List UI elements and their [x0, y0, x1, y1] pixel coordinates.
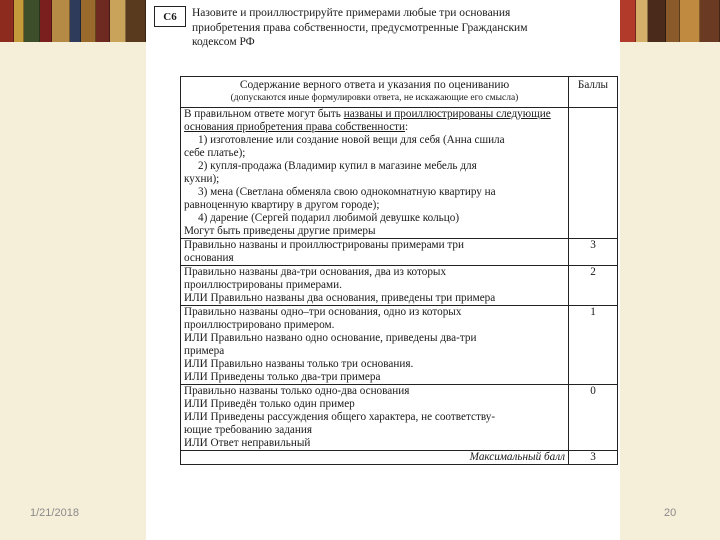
- criterion-line: Правильно названы одно–три основания, одно из которых: [184, 306, 462, 318]
- criterion-row: [181, 306, 618, 385]
- task-question: [192, 6, 618, 50]
- criterion-line: ИЛИ Правильно названо одно основание, приведены два-три: [184, 332, 477, 344]
- criterion-text: [181, 306, 569, 385]
- answer-score-cell: [569, 108, 618, 239]
- max-score-row: [181, 451, 618, 465]
- criterion-row: [181, 239, 618, 266]
- answer-item: 1) изготовление или создание новой вещи для себя (Анна сшила: [198, 134, 505, 146]
- answer-note: Могут быть приведены другие примеры: [184, 225, 376, 237]
- criterion-text: [181, 239, 569, 266]
- criterion-line: ИЛИ Приведены только два-три примера: [184, 371, 381, 383]
- criterion-line: Правильно названы два-три основания, два из которых: [184, 266, 447, 278]
- criterion-line: проиллюстрировано примером.: [184, 319, 335, 331]
- criterion-score: 3: [569, 239, 618, 266]
- answer-item: 4) дарение (Сергей подарил любимой девушке кольцо): [198, 212, 460, 224]
- answer-intro-end: :: [405, 121, 409, 133]
- answer-intro-underlined: названы и проиллюстрированы следующие основания приобретения права собственности: [184, 108, 551, 133]
- criterion-line: примера: [184, 345, 225, 357]
- criterion-text: [181, 385, 569, 451]
- question-line: Назовите и проиллюстрируйте примерами любые три основания: [192, 7, 511, 19]
- rubric-header-row: [181, 77, 618, 108]
- answer-item-continuation: себе платье);: [184, 147, 246, 159]
- criterion-text: [181, 266, 569, 306]
- task-code-box: С6: [154, 6, 186, 27]
- slide-date: 1/21/2018: [30, 507, 79, 519]
- answer-intro-text: В правильном ответе могут быть: [184, 108, 344, 120]
- max-score-label: Максимальный балл: [181, 451, 569, 465]
- criterion-line: Правильно названы и проиллюстрированы примерами три: [184, 239, 465, 251]
- criterion-line: основания: [184, 252, 234, 264]
- criterion-score: 1: [569, 306, 618, 385]
- answer-intro: [184, 108, 565, 134]
- criterion-score: 0: [569, 385, 618, 451]
- rubric-answer-row: [181, 108, 618, 239]
- question-line: приобретения права собственности, предусмотренные Гражданским: [192, 21, 528, 34]
- answer-item: 3) мена (Светлана обменяла свою однокомнатную квартиру на: [198, 186, 496, 198]
- criterion-line: ИЛИ Приведены рассуждения общего характера, не соответству-: [184, 411, 496, 423]
- criterion-row: [181, 266, 618, 306]
- answer-item-continuation: равноценную квартиру в другом городе);: [184, 199, 380, 211]
- criterion-score: 2: [569, 266, 618, 306]
- scanned-sheet: [146, 0, 620, 540]
- criterion-line: ИЛИ Ответ неправильный: [184, 437, 311, 449]
- score-column-header: Баллы: [569, 77, 618, 108]
- criterion-line: проиллюстрированы примерами.: [184, 279, 342, 291]
- criterion-line: ющие требованию задания: [184, 424, 312, 436]
- grading-rubric-table: [180, 76, 618, 465]
- criterion-line: ИЛИ Правильно названы два основания, приведены три примера: [184, 292, 496, 304]
- rubric-content-header: [181, 77, 569, 108]
- answer-item: 2) купля-продажа (Владимир купил в магазине мебель для: [198, 160, 477, 172]
- slide-page-number: 20: [664, 507, 677, 519]
- question-line: кодексом РФ: [192, 36, 255, 48]
- criterion-row: [181, 385, 618, 451]
- bookshelf-decoration-right: [620, 0, 720, 42]
- answer-content: [181, 108, 569, 239]
- rubric-header-title: Содержание верного ответа и указания по оцениванию: [239, 79, 510, 91]
- answer-item-continuation: кухни);: [184, 173, 220, 185]
- bookshelf-decoration-left: [0, 0, 146, 42]
- max-score-value: 3: [569, 451, 618, 465]
- rubric-header-subtitle: (допускаются иные формулировки ответа, не искажающие его смысла): [230, 93, 519, 103]
- criterion-line: ИЛИ Приведён только один пример: [184, 398, 355, 410]
- criterion-line: ИЛИ Правильно названы только три основания.: [184, 358, 414, 370]
- criterion-line: Правильно названы только одно-два основания: [184, 385, 410, 397]
